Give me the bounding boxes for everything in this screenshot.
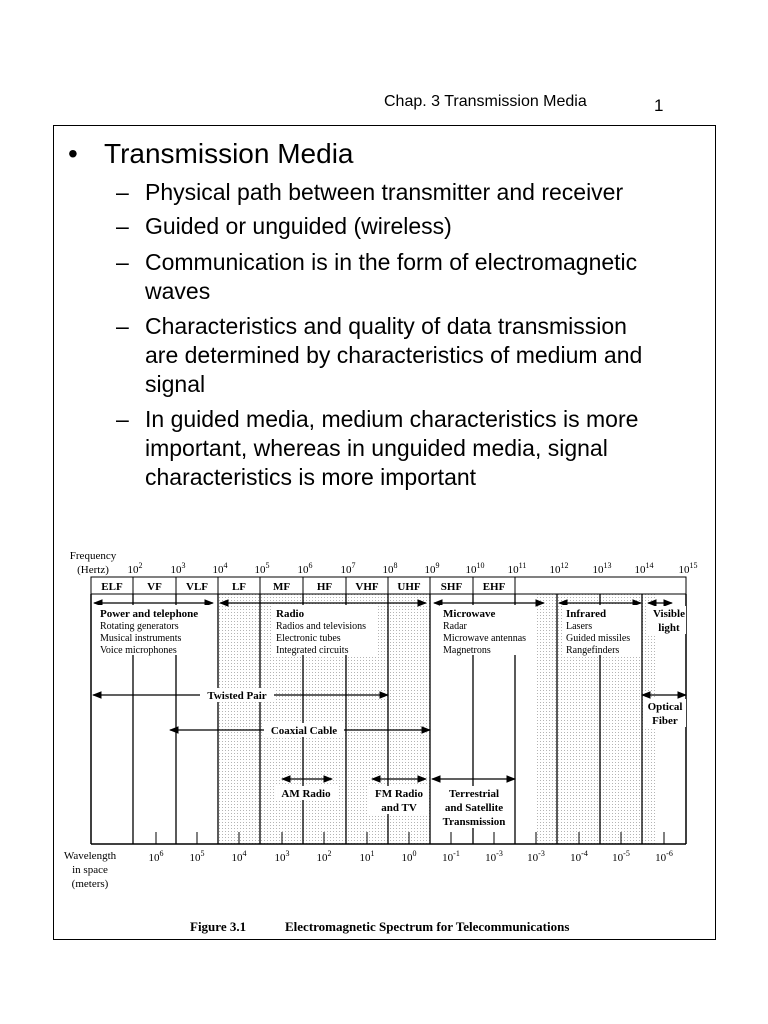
wavelength-tick-label: $10^{-3}$ [485, 849, 503, 864]
wavelength-tick-label: $10^3$ [274, 849, 290, 864]
category-item: Magnetrons [443, 645, 491, 656]
category-visible [648, 606, 686, 634]
wavelength-label-line1: Wavelength [63, 850, 117, 862]
sub-bullet-text: In guided media, medium characteristics is more important, whereas in unguided media, signal characteristics is more important [145, 406, 639, 490]
terrestrial-label-line2: and Satellite [444, 802, 504, 814]
sub-bullet-text: Physical path between transmitter and receiver [145, 179, 624, 205]
dash-icon: – [116, 313, 129, 339]
wavelength-tick-label: $10^2$ [316, 849, 332, 864]
category-item: Guided missiles [566, 633, 631, 644]
wavelength-tick-label: $10^4$ [231, 849, 247, 864]
band-label: VF [147, 581, 162, 593]
frequency-label-line1: Frequency [69, 550, 117, 562]
category-item: Microwave antennas [443, 633, 527, 644]
sub-bullet-text: Communication is in the form of electromagnetic waves [145, 249, 638, 304]
category-item: Rangefinders [566, 645, 620, 656]
category-item: Electronic tubes [276, 633, 341, 644]
band-labels [101, 577, 515, 594]
band-label: HF [316, 581, 333, 593]
frequency-tick-label: $10^8$ [382, 561, 398, 576]
am-radio-label: AM Radio [281, 788, 331, 800]
category-radio [273, 605, 377, 656]
wavelength-tick-label: $10^{-1}$ [442, 849, 460, 864]
figure-caption: Electromagnetic Spectrum for Telecommunications [285, 919, 570, 934]
wavelength-tick-label: $10^{-6}$ [655, 849, 673, 864]
category-item: Voice microphones [100, 645, 177, 656]
frequency-tick-label: $10^5$ [254, 561, 270, 576]
category-item: Lasers [566, 621, 593, 632]
category-item: Rotating generators [100, 621, 179, 632]
frequency-tick-label: $10^{11}$ [507, 561, 527, 576]
category-item: Radar [443, 621, 467, 632]
sub-bullet-text: Guided or unguided (wireless) [145, 213, 452, 239]
category-title: Microwave [443, 608, 496, 620]
wavelength-tick-label: $10^{-5}$ [612, 849, 630, 864]
category-title: Radio [276, 608, 305, 620]
band-label: MF [272, 581, 291, 593]
band-label: EHF [482, 581, 506, 593]
optical-fiber-label-line2: Fiber [652, 715, 678, 727]
dash-icon: – [116, 406, 129, 432]
shaded-region [536, 594, 557, 844]
band-label: ELF [101, 581, 123, 593]
frequency-tick-label: $10^{15}$ [678, 561, 698, 576]
figure-number: Figure 3.1 [190, 919, 247, 934]
page-number: 1 [654, 96, 664, 115]
coaxial-label: Coaxial Cable [270, 725, 338, 737]
band-label: SHF [440, 581, 463, 593]
frequency-tick-label: $10^7$ [340, 561, 356, 576]
frequency-tick-label: $10^6$ [297, 561, 313, 576]
dash-icon: – [116, 179, 129, 205]
category-title: Power and telephone [100, 608, 199, 620]
frequency-tick-label: $10^{12}$ [549, 561, 569, 576]
frequency-ticks [128, 561, 698, 576]
wavelength-tick-label: $10^6$ [148, 849, 164, 864]
frequency-tick-label: $10^9$ [424, 561, 440, 576]
frequency-tick-label: $10^3$ [170, 561, 186, 576]
category-title: Infrared [566, 608, 607, 620]
band-label: VLF [186, 581, 208, 593]
frequency-tick-label: $10^4$ [212, 561, 228, 576]
frequency-tick-label: $10^2$ [127, 561, 143, 576]
terrestrial-label-line3: Transmission [442, 816, 506, 828]
sub-bullet-text: Characteristics and quality of data transmission are determined by characteristics of medium and signal [145, 313, 643, 397]
category-item: Integrated circuits [276, 645, 349, 656]
wavelength-tick-label: $10^{-4}$ [570, 849, 588, 864]
slide-heading: Transmission Media [104, 138, 354, 169]
wavelength-tick-label: $10^5$ [189, 849, 205, 864]
fm-radio-label-line2: and TV [381, 802, 417, 814]
category-item: light [658, 622, 680, 634]
frequency-label-line2: (Hertz) [77, 564, 109, 576]
wavelength-tick-label: $10^0$ [401, 849, 417, 864]
dash-icon: – [116, 213, 129, 239]
wavelength-tick-label: $10^1$ [359, 849, 375, 864]
category-item: Radios and televisions [276, 621, 366, 632]
band-label: LF [231, 581, 247, 593]
wavelength-tick-label: $10^{-3}$ [527, 849, 545, 864]
category-infrared [563, 605, 641, 656]
category-power [97, 605, 215, 656]
category-microwave [440, 605, 534, 656]
optical-fiber-label-line1: Optical [647, 701, 683, 713]
terrestrial-label-line1: Terrestrial [448, 788, 500, 800]
frequency-tick-label: $10^{14}$ [634, 561, 654, 576]
band-label: UHF [397, 581, 421, 593]
frequency-tick-label: $10^{10}$ [465, 561, 485, 576]
twisted-pair-label: Twisted Pair [207, 690, 267, 702]
category-title: Visible [653, 608, 685, 620]
dash-icon: – [116, 249, 129, 275]
category-item: Musical instruments [100, 633, 182, 644]
chapter-title: Chap. 3 Transmission Media [384, 93, 587, 110]
bullet-icon: • [68, 138, 78, 169]
frequency-tick-label: $10^{13}$ [592, 561, 612, 576]
band-label: VHF [355, 581, 379, 593]
fm-radio-label-line1: FM Radio [375, 788, 423, 800]
wavelength-label-line2: in space [72, 864, 108, 876]
wavelength-label-line3: (meters) [71, 878, 109, 890]
